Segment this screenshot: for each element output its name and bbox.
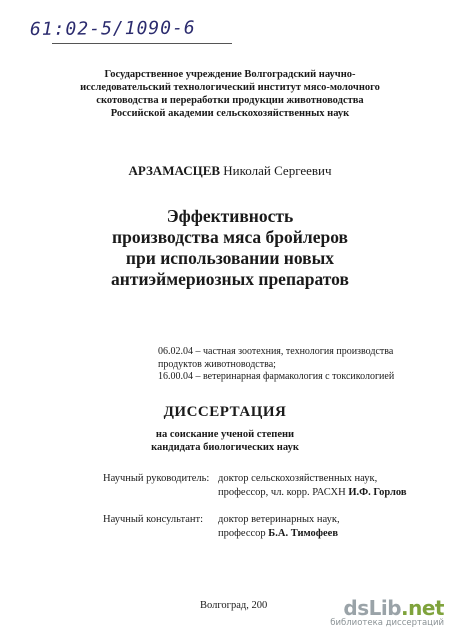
supervisor-details [218,472,438,500]
specialty-line: продуктов животноводства; [158,358,276,370]
dissertation-title [60,206,400,290]
consultant-rank-line [218,527,438,541]
author-surname: АРЗАМАСЦЕВ [128,163,221,178]
supervisor-label: Научный руководитель: [103,473,210,484]
specialty-codes [158,346,428,384]
consultant-title: доктор ветеринарных наук, [218,514,340,525]
supervisor-rank-line [218,486,438,500]
institution-line: Российской академии сельскохозяйственных наук [110,108,350,119]
dslib-watermark[interactable] [324,596,444,630]
specialty-line: 16.00.04 – ветеринарная фармакология с токсикологией [158,371,395,382]
watermark-site-name: dsLib [343,596,402,620]
consultant-name: Б.А. Тимофеев [268,528,339,539]
consultant-label: Научный консультант: [103,514,204,525]
institution-line: исследовательский технологический институт мясо-молочного [80,82,380,93]
title-line: производства мяса бройлеров [112,227,348,247]
document-type: ДИССЕРТАЦИЯ [163,404,287,420]
supervisor-name: И.Ф. Горлов [348,487,407,498]
author-given-name: Николай Сергеевич [223,163,332,178]
institution-header [60,68,400,120]
degree-line: на соискание ученой степени [155,429,295,440]
consultant-rank: профессор [218,528,269,539]
institution-line: Государственное учреждение Волгоградский научно- [104,69,356,80]
watermark-subtitle: библиотека диссертаций [330,618,444,628]
city-year: Волгоград, 200 [200,600,268,611]
institution-line: скотоводства и переработки продукции животноводства [96,95,364,106]
title-line: антиэймериозных препаратов [111,269,349,289]
handwritten-underline [52,43,232,44]
supervisor-rank: профессор, чл. корр. РАСХН [218,487,349,498]
consultant-details [218,513,438,541]
supervisor-title: доктор сельскохозяйственных наук, [218,473,378,484]
title-line: Эффективность [166,206,294,226]
degree-line: кандидата биологических наук [151,442,299,453]
archive-code-handwritten: 61:02-5/1090-6 [29,17,196,41]
title-line: при использовании новых [125,248,335,268]
specialty-line: 06.02.04 – частная зоотехния, технология производства [158,346,394,357]
watermark-logo [324,596,444,620]
degree-statement [60,428,390,454]
watermark-site-tld: .net [401,596,444,620]
author-name [60,163,400,179]
